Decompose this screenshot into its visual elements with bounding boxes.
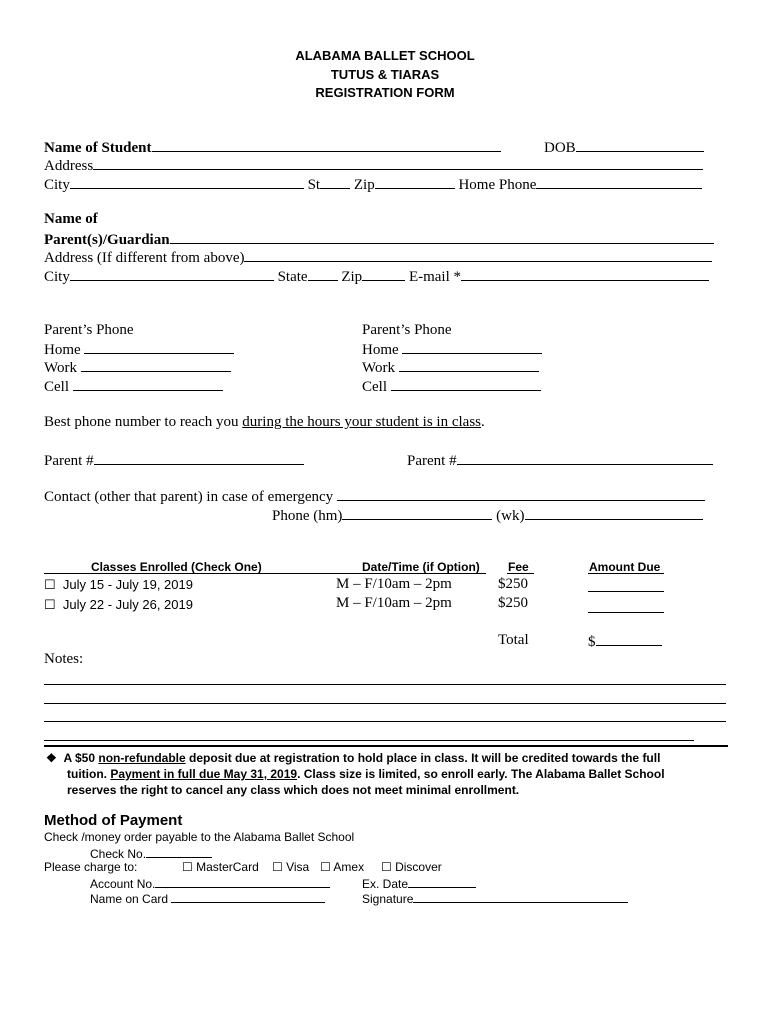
class-row-1 [44, 577, 193, 593]
parent1-home-field[interactable] [84, 340, 234, 354]
name-on-card-label: Name on Card [90, 892, 169, 906]
class-1-session: July 15 - July 19, 2019 [62, 577, 193, 592]
parent2-work-label: Work [362, 360, 395, 376]
policy-line2-underlined: Payment in full due May 31, 2019 [110, 767, 298, 781]
emergency-phone-hm-label: Phone (hm) [272, 508, 343, 524]
exp-date-row [362, 875, 476, 891]
form-title-event: TUTUS & TIARAS [330, 67, 440, 82]
dob-field[interactable] [576, 138, 704, 152]
parent1-work-row [44, 358, 231, 377]
parent1-home-row [44, 340, 234, 359]
form-title-registration: REGISTRATION FORM [315, 85, 455, 100]
best-phone-instruction [44, 414, 485, 431]
class-2-checkbox[interactable]: ☐ [44, 597, 56, 612]
name-on-card-row [90, 890, 325, 906]
home-phone-field[interactable] [536, 175, 702, 189]
emergency-contact-label: Contact (other that parent) in case of emergency [44, 489, 334, 505]
policy-bullet-icon: ❖ [46, 751, 57, 765]
guardian-address-field[interactable] [244, 248, 712, 262]
total-label: Total [498, 632, 529, 648]
amex-option[interactable]: ☐ Amex [320, 860, 365, 874]
best-phone-parent1-row [44, 451, 304, 470]
check-no-label: Check No. [90, 847, 147, 861]
class-1-checkbox[interactable]: ☐ [44, 577, 56, 592]
total-currency: $ [588, 634, 596, 650]
class-2-time: M – F/10am – 2pm [336, 595, 452, 611]
policy-line1-underlined: non-refundable [98, 751, 186, 765]
parent2-work-field[interactable] [399, 358, 539, 372]
policy-line2-b: . Class size is limited, so enroll early. The Alabama Ballet School [297, 767, 665, 781]
emergency-contact-field[interactable] [337, 487, 705, 501]
fee-header-rule [507, 573, 534, 574]
best-phone-text-after: . [481, 414, 485, 430]
email-label: E-mail * [408, 269, 462, 285]
guardian-zip-label: Zip [341, 269, 363, 285]
student-city-label: City [44, 177, 70, 193]
guardian-name-row [44, 230, 714, 249]
name-on-card-field[interactable] [171, 890, 325, 903]
guardian-state-field[interactable] [308, 267, 338, 281]
student-city-field[interactable] [70, 175, 304, 189]
emergency-phone-row [272, 506, 703, 525]
guardian-name-field[interactable] [170, 230, 714, 244]
policy-line2-a: tuition. [67, 767, 111, 781]
policy-line1-a: A $50 [63, 751, 99, 765]
dob-row [544, 138, 704, 157]
class-1-time: M – F/10am – 2pm [336, 576, 452, 592]
best-phone-parent1-field[interactable] [94, 451, 304, 465]
check-no-row [90, 845, 212, 861]
guardian-name-label-2: Parent(s)/Guardian [44, 232, 170, 248]
notes-divider [44, 745, 728, 747]
guardian-address-label: Address (If different from above) [44, 250, 245, 266]
student-zip-field[interactable] [375, 175, 455, 189]
parent1-cell-label: Cell [44, 379, 69, 395]
classes-header: Classes Enrolled (Check One) [91, 560, 262, 574]
best-phone-text-before: Best phone number to reach you [44, 414, 243, 430]
student-name-label: Name of Student [44, 140, 152, 156]
notes-label: Notes: [44, 651, 84, 667]
visa-option[interactable]: ☐ Visa [272, 860, 310, 874]
exp-date-label: Ex. Date [362, 877, 409, 891]
guardian-city-label: City [44, 269, 70, 285]
payment-check-line: Check /money order payable to the Alabama Ballet School [44, 830, 355, 844]
parent1-work-field[interactable] [81, 358, 231, 372]
total-row [588, 632, 662, 651]
parent2-cell-field[interactable] [391, 377, 541, 391]
account-no-label: Account No. [90, 877, 156, 891]
best-phone-parent2-row [407, 451, 713, 470]
class-row-2 [44, 597, 193, 613]
check-no-field[interactable] [146, 845, 212, 858]
policy-line-3: reserves the right to cancel any class which does not meet minimal enrollment. [67, 783, 520, 797]
notes-line-1[interactable] [44, 684, 726, 685]
student-address-label: Address [44, 158, 94, 174]
fee-header: Fee [508, 560, 529, 574]
emergency-phone-wk-label: (wk) [496, 508, 525, 524]
email-field[interactable] [461, 267, 709, 281]
parent2-home-row [362, 340, 542, 359]
parent-phone-heading-left: Parent’s Phone [44, 322, 134, 338]
account-no-row [90, 875, 330, 891]
parent1-cell-row [44, 377, 223, 396]
student-state-label: St [307, 177, 321, 193]
student-address-row [44, 156, 703, 175]
best-phone-parent2-field[interactable] [457, 451, 713, 465]
guardian-city-field[interactable] [70, 267, 274, 281]
notes-line-2[interactable] [44, 703, 726, 704]
account-no-field[interactable] [155, 875, 330, 888]
class-2-fee: $250 [498, 595, 528, 611]
class-2-amount-field[interactable] [588, 612, 664, 613]
signature-label: Signature [362, 892, 414, 906]
charge-label: Please charge to: [44, 860, 138, 874]
parent-phone-heading-right: Parent’s Phone [362, 322, 452, 338]
signature-row [362, 890, 628, 906]
student-address-field[interactable] [93, 156, 703, 170]
parent1-home-label: Home [44, 342, 81, 358]
student-state-field[interactable] [320, 175, 350, 189]
payment-title: Method of Payment [44, 812, 183, 829]
dob-label: DOB [544, 140, 576, 156]
parent2-home-field[interactable] [402, 340, 542, 354]
student-name-row [44, 138, 501, 157]
emergency-phone-hm-field[interactable] [342, 506, 492, 520]
guardian-zip-field[interactable] [362, 267, 405, 281]
policy-line1-b: deposit due at registration to hold place in class. It will be credited towards the full [185, 751, 661, 765]
amount-due-header: Amount Due [589, 560, 661, 574]
policy-line-2 [67, 766, 665, 783]
policy-line-1 [46, 750, 660, 767]
best-phone-parent2-label: Parent # [407, 453, 457, 469]
student-name-field[interactable] [152, 138, 501, 152]
parent2-cell-label: Cell [362, 379, 387, 395]
notes-line-3[interactable] [44, 721, 726, 722]
datetime-header: Date/Time (if Option) [362, 560, 480, 574]
home-phone-label: Home Phone [458, 177, 537, 193]
signature-field[interactable] [413, 890, 628, 903]
best-phone-text-underlined: during the hours your student is in class [242, 414, 482, 430]
notes-line-4[interactable] [44, 740, 694, 741]
classes-header-rule [44, 573, 486, 574]
form-title-school: ALABAMA BALLET SCHOOL [295, 48, 475, 63]
emergency-phone-wk-field[interactable] [525, 506, 703, 520]
parent2-cell-row [362, 377, 541, 396]
parent2-work-row [362, 358, 539, 377]
parent1-work-label: Work [44, 360, 77, 376]
class-2-session: July 22 - July 26, 2019 [62, 597, 193, 612]
guardian-state-label: State [277, 269, 308, 285]
guardian-address-row [44, 248, 712, 267]
student-zip-label: Zip [353, 177, 375, 193]
amount-header-rule [588, 573, 664, 574]
exp-date-field[interactable] [408, 875, 476, 888]
parent2-home-label: Home [362, 342, 399, 358]
total-field[interactable] [596, 632, 662, 646]
parent1-cell-field[interactable] [73, 377, 223, 391]
discover-option[interactable]: ☐ Discover [381, 860, 442, 874]
class-1-amount-field[interactable] [588, 591, 664, 592]
best-phone-parent1-label: Parent # [44, 453, 94, 469]
mastercard-option[interactable]: ☐ MasterCard [182, 860, 259, 874]
guardian-name-label-1: Name of [44, 211, 98, 227]
student-city-row [44, 175, 702, 194]
guardian-city-row [44, 267, 709, 286]
class-1-fee: $250 [498, 576, 528, 592]
emergency-contact-row [44, 487, 705, 506]
